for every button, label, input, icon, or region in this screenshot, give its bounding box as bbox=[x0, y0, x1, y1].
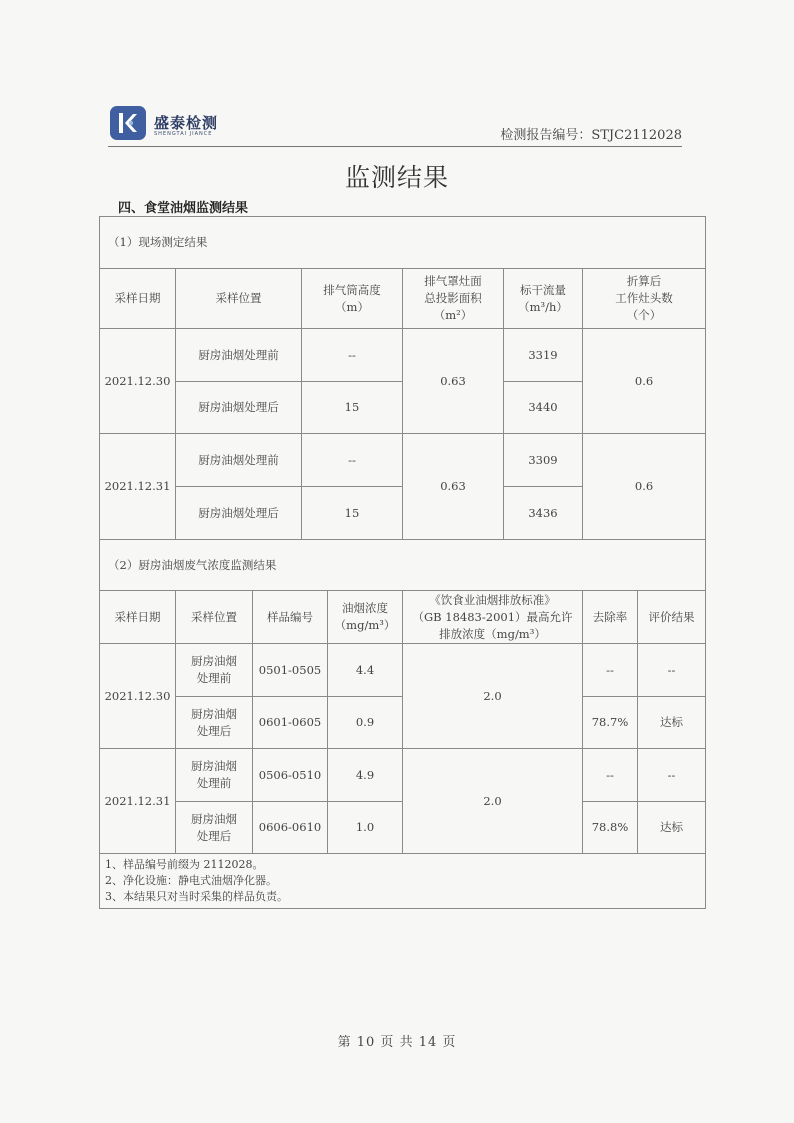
concentration-cell: 4.4 bbox=[328, 644, 403, 697]
header-sampling-location: 采样位置 bbox=[176, 269, 302, 329]
notes-cell bbox=[100, 854, 706, 909]
table-header-row bbox=[100, 591, 706, 644]
stove-count-cell: 0.6 bbox=[583, 329, 706, 434]
note-item: 2、净化设施：静电式油烟净化器。 bbox=[105, 874, 277, 887]
header-concentration: 油烟浓度 （mg/m³） bbox=[328, 591, 403, 644]
table-row bbox=[100, 644, 706, 697]
fume-concentration-table bbox=[99, 539, 706, 909]
flow-cell: 3319 bbox=[504, 329, 583, 382]
table1-subtitle: （1）现场测定结果 bbox=[100, 217, 706, 269]
stove-count-cell: 0.6 bbox=[583, 434, 706, 540]
flow-cell: 3436 bbox=[504, 487, 583, 540]
header-standard-flow: 标干流量 （m³/h） bbox=[504, 269, 583, 329]
logo-english-name: SHENGTAI JIANCE bbox=[154, 131, 213, 137]
header-stack-height: 排气筒高度 （m） bbox=[302, 269, 403, 329]
sampling-date-cell: 2021.12.30 bbox=[100, 644, 176, 749]
location-cell: 厨房油烟 处理前 bbox=[176, 644, 253, 697]
table-row bbox=[100, 749, 706, 802]
sample-number-cell: 0501-0505 bbox=[253, 644, 328, 697]
evaluation-cell: 达标 bbox=[638, 802, 706, 854]
table2-subtitle: （2）厨房油烟废气浓度监测结果 bbox=[100, 540, 706, 591]
table-subtitle-row bbox=[100, 540, 706, 591]
table-subtitle-row bbox=[100, 217, 706, 269]
evaluation-cell: 达标 bbox=[638, 697, 706, 749]
removal-rate-cell: -- bbox=[583, 749, 638, 802]
logo-k-icon bbox=[118, 112, 138, 134]
field-measurement-table bbox=[99, 216, 706, 540]
table-header-row bbox=[100, 269, 706, 329]
flow-cell: 3309 bbox=[504, 434, 583, 487]
location-cell: 厨房油烟 处理后 bbox=[176, 697, 253, 749]
report-number: 检测报告编号：STJC2112028 bbox=[500, 128, 682, 143]
notes-row bbox=[100, 854, 706, 909]
removal-rate-cell: 78.7% bbox=[583, 697, 638, 749]
company-logo bbox=[110, 106, 146, 140]
height-cell: 15 bbox=[302, 382, 403, 434]
removal-rate-cell: -- bbox=[583, 644, 638, 697]
section-title: 四、食堂油烟监测结果 bbox=[118, 201, 249, 216]
location-cell: 厨房油烟 处理前 bbox=[176, 749, 253, 802]
location-cell: 厨房油烟处理后 bbox=[176, 382, 302, 434]
sample-number-cell: 0506-0510 bbox=[253, 749, 328, 802]
location-cell: 厨房油烟处理前 bbox=[176, 434, 302, 487]
removal-rate-cell: 78.8% bbox=[583, 802, 638, 854]
height-cell: -- bbox=[302, 434, 403, 487]
page-header bbox=[108, 106, 682, 147]
evaluation-cell: -- bbox=[638, 644, 706, 697]
standard-cell: 2.0 bbox=[403, 749, 583, 854]
location-cell: 厨房油烟处理前 bbox=[176, 329, 302, 382]
sampling-date-cell: 2021.12.30 bbox=[100, 329, 176, 434]
header-projection-area: 排气罩灶面 总投影面积 （m²） bbox=[403, 269, 504, 329]
document-title: 监测结果 bbox=[344, 163, 449, 192]
header-stove-count: 折算后 工作灶头数 （个） bbox=[583, 269, 706, 329]
header-sampling-location: 采样位置 bbox=[176, 591, 253, 644]
note-item: 3、本结果只对当时采集的样品负责。 bbox=[105, 890, 288, 903]
sample-number-cell: 0601-0605 bbox=[253, 697, 328, 749]
header-evaluation: 评价结果 bbox=[638, 591, 706, 644]
standard-cell: 2.0 bbox=[403, 644, 583, 749]
area-cell: 0.63 bbox=[403, 329, 504, 434]
area-cell: 0.63 bbox=[403, 434, 504, 540]
header-sample-number: 样品编号 bbox=[253, 591, 328, 644]
page-number: 第 10 页 共 14 页 bbox=[337, 1035, 457, 1050]
location-cell: 厨房油烟处理后 bbox=[176, 487, 302, 540]
evaluation-cell: -- bbox=[638, 749, 706, 802]
concentration-cell: 1.0 bbox=[328, 802, 403, 854]
header-sampling-date: 采样日期 bbox=[100, 591, 176, 644]
header-removal-rate: 去除率 bbox=[583, 591, 638, 644]
concentration-cell: 0.9 bbox=[328, 697, 403, 749]
sampling-date-cell: 2021.12.31 bbox=[100, 749, 176, 854]
note-item: 1、样品编号前缀为 2112028。 bbox=[105, 858, 264, 871]
flow-cell: 3440 bbox=[504, 382, 583, 434]
height-cell: -- bbox=[302, 329, 403, 382]
sampling-date-cell: 2021.12.31 bbox=[100, 434, 176, 540]
logo-chinese-name: 盛泰检测 bbox=[154, 114, 219, 132]
sample-number-cell: 0606-0610 bbox=[253, 802, 328, 854]
height-cell: 15 bbox=[302, 487, 403, 540]
table-row bbox=[100, 329, 706, 382]
concentration-cell: 4.9 bbox=[328, 749, 403, 802]
location-cell: 厨房油烟 处理后 bbox=[176, 802, 253, 854]
header-emission-standard: 《饮食业油烟排放标准》 （GB 18483-2001）最高允许 排放浓度（mg/m³） bbox=[403, 591, 583, 644]
header-sampling-date: 采样日期 bbox=[100, 269, 176, 329]
table-row bbox=[100, 434, 706, 487]
